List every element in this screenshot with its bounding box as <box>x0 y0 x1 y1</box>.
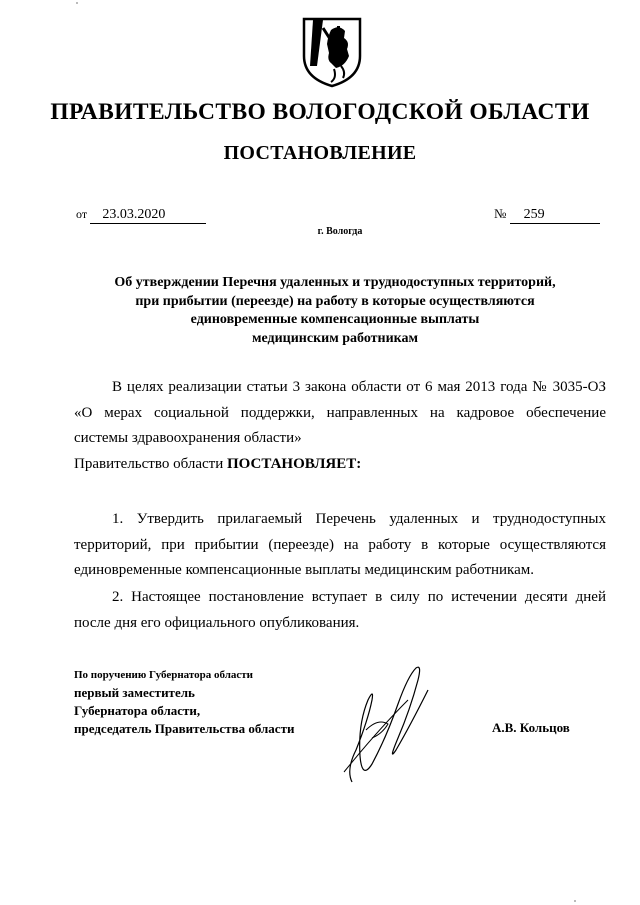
title-line: Об утверждении Перечня удаленных и труднодоступных территорий, <box>114 275 556 290</box>
scan-artifact <box>76 2 78 4</box>
date-label: от <box>76 207 88 221</box>
decree-line <box>74 452 361 478</box>
title-line: единовременные компенсационные выплаты <box>190 312 480 327</box>
position-line: председатель Правительства области <box>74 721 295 736</box>
decree-item-2: 2. Настоящее постановление вступает в силу по истечении десяти дней после дня его официального опубликования. <box>74 589 606 631</box>
date-field <box>76 206 206 224</box>
title-line: медицинским работникам <box>251 330 419 346</box>
decree-intro: Правительство области <box>74 456 224 472</box>
date-value: 23.03.2020 <box>90 207 206 224</box>
government-name: ПРАВИТЕЛЬСТВО ВОЛОГОДСКОЙ ОБЛАСТИ <box>50 99 590 125</box>
position-line: первый заместитель <box>74 685 195 700</box>
decree-verb: ПОСТАНОВЛЯЕТ: <box>226 456 362 472</box>
title-line: при прибытии (переезде) на работу в которые осуществляются <box>135 293 535 309</box>
number-field <box>494 206 600 224</box>
authority-line: По поручению Губернатора области <box>74 669 254 681</box>
handwritten-signature <box>338 660 498 790</box>
decree-item-1: 1. Утвердить прилагаемый Перечень удаленных и труднодоступных территорий, при прибытии (переезде) на работу в которые осуществляются единовременные компенсационные выплаты медицинским работникам. <box>74 511 606 579</box>
act-type-heading: ПОСТАНОВЛЕНИЕ <box>223 142 417 164</box>
scan-artifact <box>574 900 576 902</box>
signer-name: А.В. Кольцов <box>492 720 570 735</box>
preamble-paragraph: В целях реализации статьи 3 закона области от 6 мая 2013 года № 3035-ОЗ «О мерах социальной поддержки, направленных на кадровое обеспечение системы здравоохранения области» <box>74 379 606 447</box>
number-label: № <box>494 206 507 221</box>
document-title <box>60 274 610 348</box>
number-value: 259 <box>510 207 600 224</box>
position-line: Губернатора области, <box>74 703 201 718</box>
city-label: г. Вологда <box>317 226 363 237</box>
signatory-block <box>74 666 294 738</box>
coat-of-arms-icon <box>301 16 363 88</box>
